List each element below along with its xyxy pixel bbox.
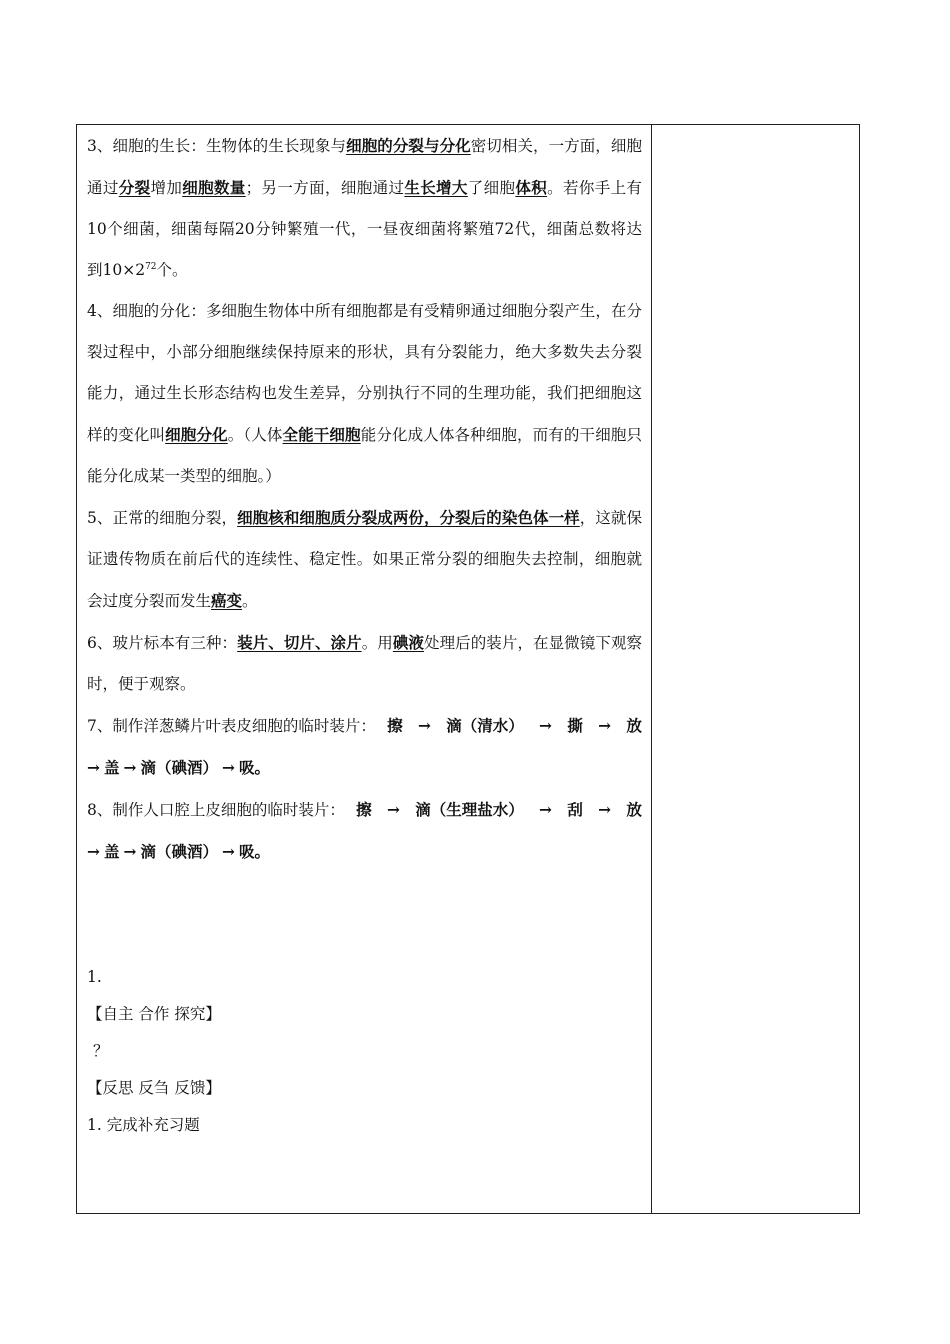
arrow-icon: → bbox=[598, 716, 612, 735]
arrow-icon: → bbox=[222, 758, 236, 777]
item3-key4: 生长增大 bbox=[404, 178, 468, 197]
item4-text: 。（人体 bbox=[227, 426, 283, 444]
item-6 bbox=[87, 622, 642, 705]
item7-step: 滴（清水） bbox=[446, 716, 524, 735]
item3-text: 增加 bbox=[150, 179, 183, 197]
arrow-icon: → bbox=[123, 758, 137, 777]
item4-text: 能分化成人体各种细胞，而有的干细胞只能分化成某一类型的细胞。） bbox=[87, 426, 642, 485]
item-7 bbox=[87, 705, 642, 789]
item7-line2 bbox=[87, 747, 642, 789]
item4-key1: 细胞分化 bbox=[165, 425, 228, 444]
arrow-icon: → bbox=[123, 842, 137, 861]
item8-step: 盖 bbox=[104, 842, 120, 861]
arrow-icon: → bbox=[417, 716, 431, 735]
item-4 bbox=[87, 291, 642, 497]
item7-step: 滴（碘酒） bbox=[140, 758, 219, 777]
item8-step: 刮 bbox=[567, 800, 583, 819]
item8-intro: 8、制作人口腔上皮细胞的临时装片： bbox=[87, 801, 345, 819]
item8-step: 滴（生理盐水） bbox=[415, 800, 524, 819]
item5-key1: 细胞核和细胞质分裂成两份，分裂后的染色体一样 bbox=[237, 508, 580, 527]
item-8 bbox=[87, 789, 642, 873]
task-item: 1. 完成补充习题 bbox=[87, 1116, 200, 1134]
item7-intro: 7、制作洋葱鳞片叶表皮细胞的临时装片： bbox=[87, 717, 376, 735]
item6-key2: 碘液 bbox=[392, 633, 425, 652]
item3-text: 了细胞 bbox=[467, 179, 516, 197]
item5-text: 5、正常的细胞分裂， bbox=[87, 509, 238, 527]
item3-key3: 细胞数量 bbox=[182, 178, 246, 197]
question-mark: ？ bbox=[93, 1042, 109, 1060]
section-heading-reflect: 【反思 反刍 反馈】 bbox=[87, 1079, 221, 1097]
item7-step: 撕 bbox=[567, 716, 583, 735]
item3-text: ；另一方面，细胞通过 bbox=[245, 179, 405, 197]
item3-text: 3、细胞的生长：生物体的生长现象与 bbox=[87, 137, 347, 155]
arrow-icon: → bbox=[386, 800, 400, 819]
item3-text: 密切相关，一方面，细胞通过 bbox=[87, 137, 642, 197]
item7-step: 擦 bbox=[387, 716, 403, 735]
item6-key1: 装片、切片、涂片 bbox=[237, 633, 362, 652]
item5-text: 。 bbox=[242, 592, 258, 610]
item8-step: 滴（碘酒） bbox=[140, 842, 219, 861]
item8-line2 bbox=[87, 831, 642, 873]
item7-step: 吸。 bbox=[239, 758, 271, 777]
main-column bbox=[87, 125, 642, 1144]
arrow-icon: → bbox=[539, 716, 553, 735]
item3-text: 个。 bbox=[156, 261, 188, 279]
arrow-icon: → bbox=[87, 842, 100, 861]
item4-text: 4、细胞的分化：多细胞生物体中所有细胞都是有受精卵通过细胞分裂产生，在分裂过程中，小部分细胞继续保持原来的形状，具有分裂能力，绝大多数失去分裂能力，通过生长形态结构也发生差异，分别执行不同的生理功能，我们把细胞这样的变化叫 bbox=[87, 302, 642, 444]
lower-num: 1. bbox=[87, 968, 102, 986]
item7-step: 盖 bbox=[104, 758, 120, 777]
content-table bbox=[76, 124, 860, 1214]
item8-step: 吸。 bbox=[239, 842, 271, 861]
item5-key2: 癌变 bbox=[211, 591, 243, 610]
item3-key2: 分裂 bbox=[118, 178, 151, 197]
item4-key2: 全能干细胞 bbox=[282, 425, 361, 444]
item-5 bbox=[87, 497, 642, 622]
item7-step: 放 bbox=[626, 716, 642, 735]
arrow-icon: → bbox=[222, 842, 236, 861]
item8-line1 bbox=[87, 789, 642, 831]
item8-step: 放 bbox=[626, 800, 642, 819]
section-heading-explore: 【自主 合作 探究】 bbox=[87, 1005, 221, 1023]
arrow-icon: → bbox=[539, 800, 553, 819]
item3-text: 。若你手上有10个细菌，细菌每隔20分钟繁殖一代，一昼夜细菌将繁殖72代，细菌总数将达到10×2 bbox=[87, 179, 642, 279]
item8-step: 擦 bbox=[356, 800, 372, 819]
item6-text: 。用 bbox=[361, 634, 393, 652]
item7-line1 bbox=[87, 705, 642, 747]
item6-text: 6、玻片标本有三种： bbox=[87, 634, 238, 652]
item3-key5: 体积 bbox=[515, 178, 548, 197]
spacer bbox=[87, 873, 642, 959]
item3-exponent: 72 bbox=[145, 262, 157, 272]
arrow-icon: → bbox=[598, 800, 612, 819]
side-column bbox=[652, 125, 859, 1213]
item3-key1: 细胞的分裂与分化 bbox=[346, 136, 471, 155]
item5-text: ，这就保证遗传物质在前后代的连续性、稳定性。如果正常分裂的细胞失去控制，细胞就会过度分裂而发生 bbox=[87, 509, 642, 610]
arrow-icon: → bbox=[87, 758, 100, 777]
item6-text: 处理后的装片，在显微镜下观察时，便于观察。 bbox=[87, 634, 642, 693]
item-3 bbox=[87, 125, 642, 291]
